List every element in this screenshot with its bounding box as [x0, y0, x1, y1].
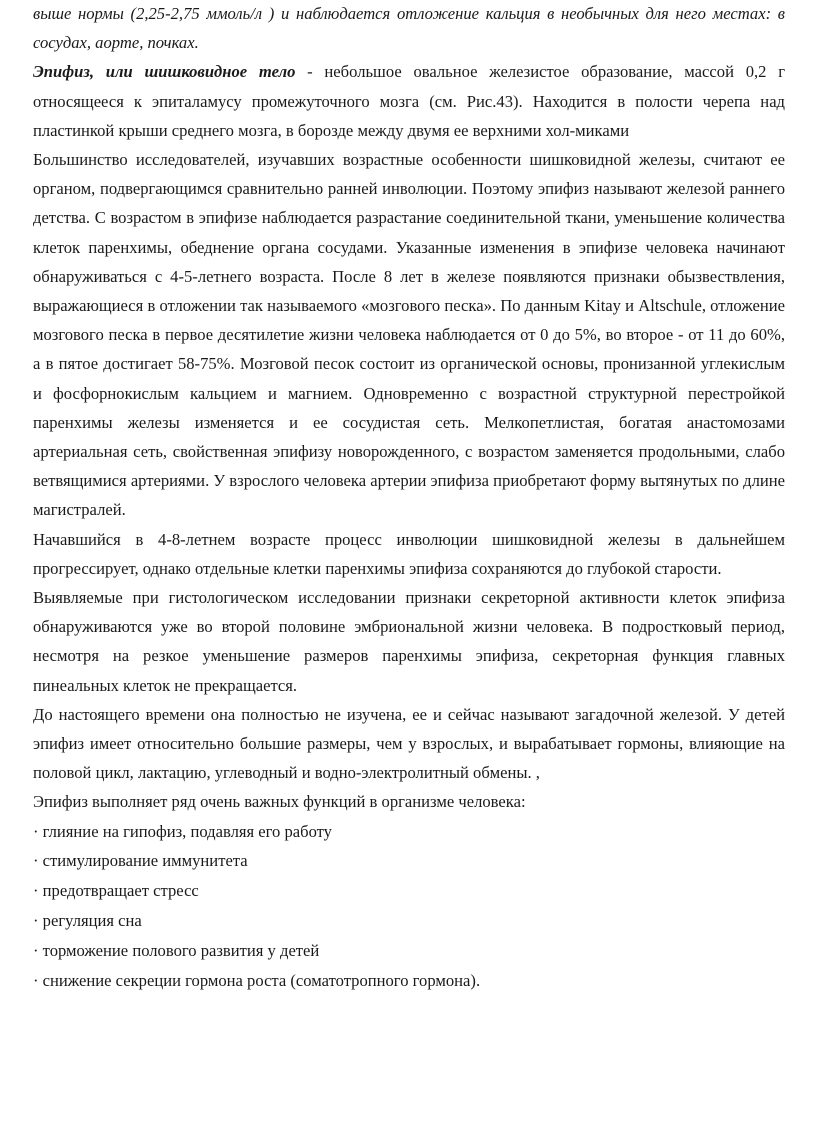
epiphysis-definition	[33, 57, 785, 145]
paragraph-involution: Большинство исследователей, изучавших возрастные особенности шишковидной железы, считают ее органом, подвергающимся сравнительно ранней инволюции. Поэтому эпифиз называют железой раннего детства. С возрастом в эпифизе наблюдается разрастание соединительной ткани, уменьшение количества клеток паренхимы, обеднение органа сосудами. Указанные изменения в эпифизе человека начинают обнаруживаться с 4-5-летнего возраста. После 8 лет в железе появляются признаки обызвествления, выражающиеся в отложении так называемого «мозгового песка». По данным Kitay и Altschule, отложение мозгового песка в первое десятилетие жизни человека наблюдается от 0 до 5%, во второе - от 11 до 60%, а в пятое достигает 58-75%. Мозговой песок состоит из органической основы, пронизанной углекислым и фосфорнокислым кальцием и магнием. Одновременно с возрастной структурной перестройкой паренхимы железы изменяется и ее сосудистая сеть. Мелкопетлистая, богатая анастомозами артериальная сеть, свойственная эпифизу новорожденного, с возрастом заменяется продольными, слабо ветвящимися артериями. У взрослого человека артерии эпифиза приобретают форму вытянутых по длине магистралей.	[33, 150, 785, 520]
functions-list	[33, 817, 785, 996]
paragraph-functions-intro: Эпифиз выполняет ряд очень важных функций в организме человека:	[33, 792, 526, 812]
paragraph-progression: Начавшийся в 4-8-летнем возрасте процесс инволюции шишковидной железы в дальнейшем прогрессирует, однако отдельные клетки паренхимы эпифиза сохраняются до глубокой старости.	[33, 529, 785, 578]
paragraph-mysterious-gland: До настоящего времени она полностью не изучена, ее и сейчас называют загадочной железой. У детей эпифиз имеет относительно большие размеры, чем у взрослых, и вырабатывает гормоны, влияющие на половой цикл, лактацию, углеводный и водно-электролитный обмены. ,	[33, 704, 785, 783]
list-item: · стимулирование иммунитета	[33, 851, 248, 871]
epiphysis-term: Эпифиз, или шишковидное тело	[33, 62, 296, 82]
list-item: · регуляция сна	[33, 911, 142, 931]
list-item: · торможение полового развития у детей	[33, 940, 320, 960]
intro-italic-text: выше нормы (2,25-2,75 ммоль/л ) и наблюдается отложение кальция в необычных для него местах: в сосудах, аорте, почках.	[33, 4, 785, 53]
list-item: · глияние на гипофиз, подавляя его работу	[33, 821, 332, 841]
document-page	[33, 0, 785, 995]
list-item: · снижение секреции гормона роста (соматотропного гормона).	[33, 970, 481, 990]
epiphysis-text: - небольшое овальное железистое образование, массой 0,2 г относящееся к эпиталамусу промежуточного мозга (см. Рис.43). Находится в полости черепа над пластинкой крыши среднего мозга, в борозде между двумя ее верхними хол-миками	[33, 62, 786, 140]
list-item: · предотвращает стресс	[33, 881, 199, 901]
paragraph-secretory-activity: Выявляемые при гистологическом исследовании признаки секреторной активности клеток эпифиза обнаруживаются уже во второй половине эмбриональной жизни человека. В подростковый период, несмотря на резкое уменьшение размеров паренхимы эпифиза, секреторная функция главных пинеальных клеток не прекращается.	[33, 588, 785, 695]
